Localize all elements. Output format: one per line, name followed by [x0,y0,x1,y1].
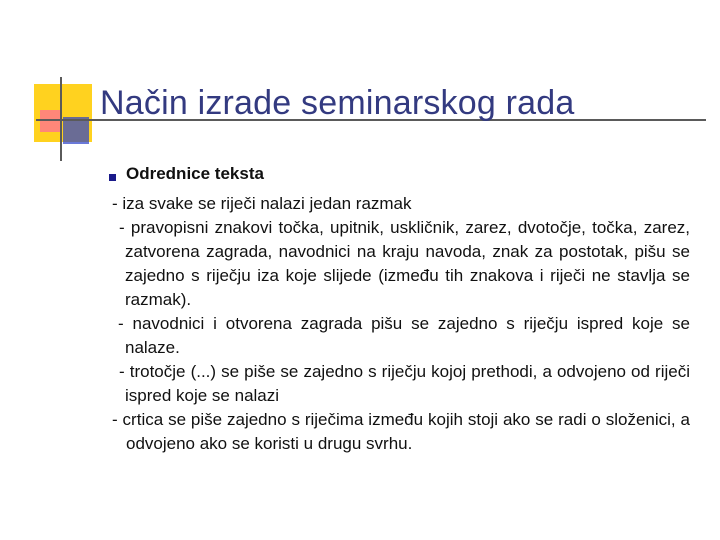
slide-logo-graphic [0,0,110,170]
bullet-heading: Odrednice teksta [126,164,264,183]
paragraph-quotes-brackets: - navodnici i otvorena zagrada pišu se zajedno s riječju ispred koje se nalaze. [118,314,690,357]
slide-body-text [112,192,690,456]
paragraph-punctuation: - pravopisni znakovi točka, upitnik, uskličnik, zarez, dvotočje, točka, zarez, zatvorena zagrada, navodnici na kraju navoda, znak za postotak, pišu se zajedno s riječju iza koje slijede (između tih znakova i riječi ne stavlja se razmak). [119,218,690,309]
paragraph-word-spacing: - iza svake se riječi nalazi jedan razmak [112,194,412,213]
paragraph-hyphen: - crtica se piše zajedno s riječima između kojih stoji ako se radi o složenici, a odvojeno ako se koristi u drugu svrhu. [112,410,690,453]
paragraph-ellipsis: - trotočje (...) se piše se zajedno s riječju kojoj prethodi, a odvojeno od riječi ispred koje se nalazi [119,362,690,405]
logo-blue-square [63,117,89,144]
logo-red-square [40,110,62,132]
slide-title: Način izrade seminarskog rada [100,84,575,122]
square-bullet-icon [109,174,116,181]
